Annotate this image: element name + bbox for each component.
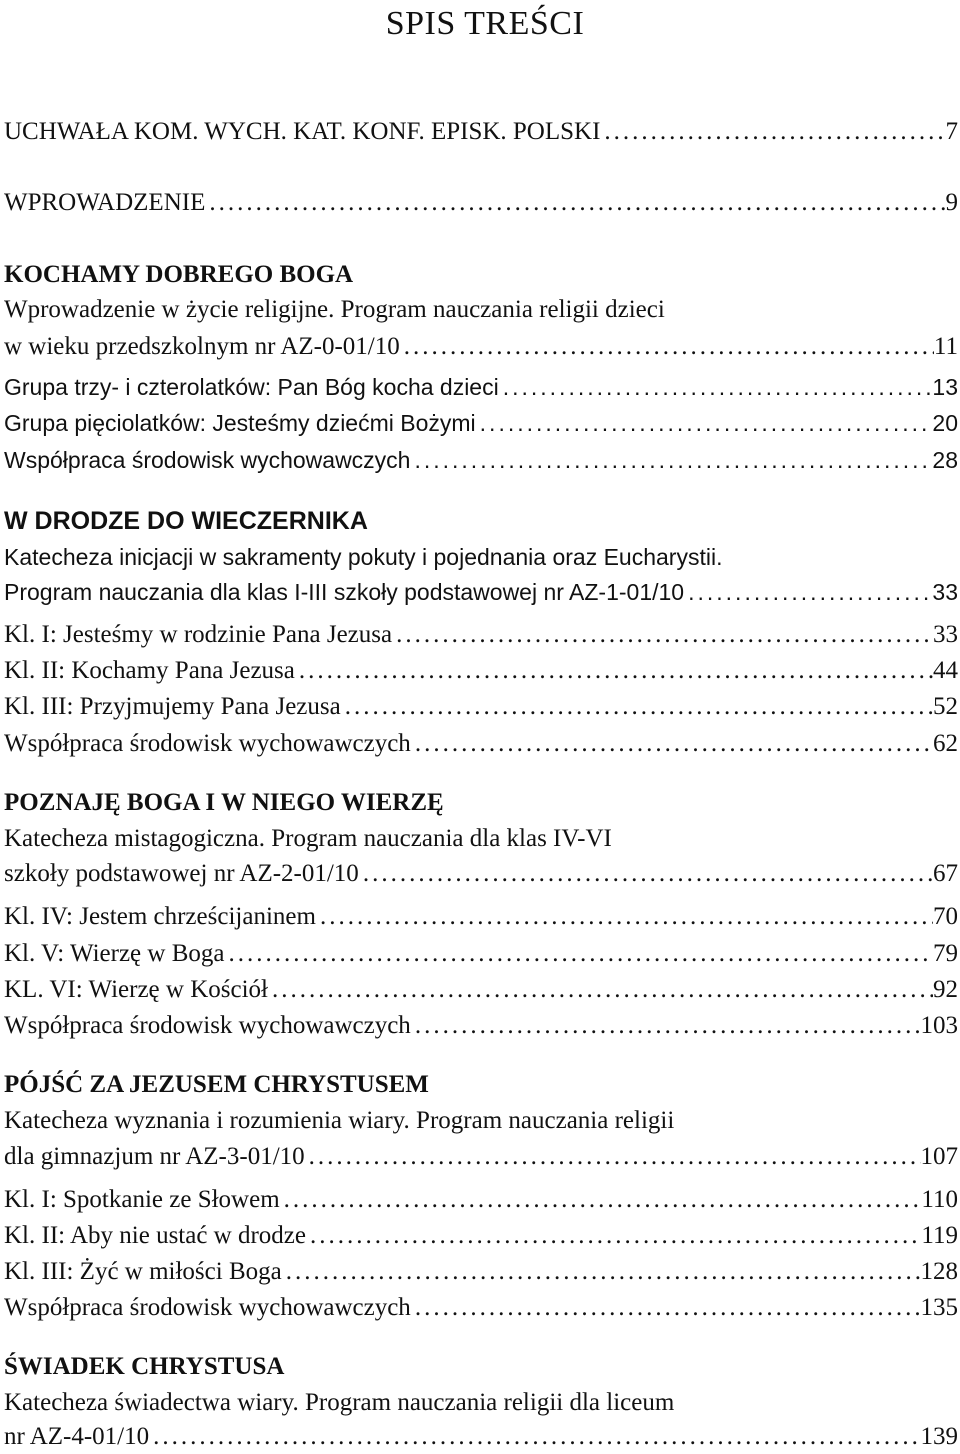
entry-title: UCHWAŁA KOM. WYCH. KAT. KONF. EPISK. POLSKI	[4, 118, 601, 145]
dot-leader	[224, 937, 933, 971]
page-number: 7	[945, 118, 958, 145]
toc-entry[interactable]	[4, 1183, 958, 1217]
dot-leader	[282, 1255, 921, 1289]
page-number: 52	[933, 693, 958, 720]
entry-title: KL. VI: Wierzę w Kościół	[4, 976, 268, 1003]
section-intro: Wprowadzenie w życie religijne. Program nauczania religii dzieci	[4, 296, 665, 323]
dot-leader	[268, 973, 933, 1007]
dot-leader	[411, 727, 933, 761]
entry-title: Kl. IV: Jestem chrześcijaninem	[4, 903, 316, 930]
entry-title: Kl. I: Jesteśmy w rodzinie Pana Jezusa	[4, 621, 393, 648]
section-heading: POZNAJĘ BOGA I W NIEGO WIERZĘ	[4, 789, 444, 816]
dot-leader	[359, 857, 933, 891]
page-number: 9	[945, 189, 958, 216]
toc-entry[interactable]	[4, 690, 958, 724]
page-number: 128	[920, 1258, 958, 1285]
toc-entry[interactable]	[4, 654, 958, 688]
section-heading: W DRODZE DO WIECZERNIKA	[4, 507, 368, 535]
entry-title: Grupa pięciolatków: Jesteśmy dziećmi Bożymi	[4, 410, 476, 436]
toc-entry[interactable]	[4, 900, 958, 934]
page-number: 107	[920, 1143, 958, 1170]
dot-leader	[411, 1009, 921, 1043]
section-intro: Katecheza inicjacji w sakramenty pokuty i pojednania oraz Eucharystii.	[4, 544, 723, 570]
program-entry[interactable]	[4, 1140, 958, 1174]
entry-title: Współpraca środowisk wychowawczych	[4, 1294, 411, 1321]
dot-leader	[684, 575, 932, 609]
section-intro: Katecheza świadectwa wiary. Program nauczania religii dla liceum	[4, 1389, 675, 1416]
section-intro: Katecheza mistagogiczna. Program nauczania dla klas IV-VI	[4, 825, 612, 852]
toc-entry[interactable]	[4, 618, 958, 652]
entry-title: Grupa trzy- i czterolatków: Pan Bóg kocha dzieci	[4, 374, 499, 400]
program-entry[interactable]	[4, 857, 958, 891]
page-number: 119	[921, 1222, 958, 1249]
entry-title: dla gimnazjum nr AZ-3-01/10	[4, 1143, 305, 1170]
entry-title: nr AZ-4-01/10	[4, 1423, 150, 1450]
entry-title: Program nauczania dla klas I-III szkoły podstawowej nr AZ-1-01/10	[4, 579, 685, 605]
page-number: 79	[933, 940, 958, 967]
page-number: 67	[933, 860, 958, 887]
page-number: 13	[932, 374, 958, 400]
entry-title: Kl. III: Przyjmujemy Pana Jezusa	[4, 693, 341, 720]
entry-title: Kl. V: Wierzę w Boga	[4, 940, 225, 967]
toc-entry[interactable]	[4, 1009, 958, 1043]
page-number: 135	[920, 1294, 958, 1321]
dot-leader	[205, 186, 945, 220]
toc-entry[interactable]	[4, 370, 958, 404]
page-number: 62	[933, 730, 958, 757]
page-number: 28	[932, 447, 958, 473]
page-number: 103	[920, 1012, 958, 1039]
page-title: SPIS TREŚCI	[385, 5, 585, 42]
toc-entry[interactable]	[4, 1219, 958, 1253]
section-heading: KOCHAMY DOBREGO BOGA	[4, 261, 354, 288]
dot-leader	[476, 406, 933, 440]
dot-leader	[295, 654, 933, 688]
toc-entry[interactable]	[4, 973, 958, 1007]
dot-leader	[392, 618, 933, 652]
entry-title: Kl. II: Aby nie ustać w drodze	[4, 1222, 307, 1249]
toc-entry[interactable]	[4, 115, 958, 149]
dot-leader	[499, 370, 933, 404]
entry-title: Kl. II: Kochamy Pana Jezusa	[4, 657, 295, 684]
page-number: 11	[933, 333, 958, 360]
entry-title: szkoły podstawowej nr AZ-2-01/10	[4, 860, 359, 887]
program-entry[interactable]	[4, 575, 958, 609]
entry-title: Współpraca środowisk wychowawczych	[4, 1012, 411, 1039]
dot-leader	[400, 330, 934, 364]
entry-title: Kl. I: Spotkanie ze Słowem	[4, 1186, 280, 1213]
page-number: 70	[933, 903, 958, 930]
toc-entry[interactable]	[4, 727, 958, 761]
entry-title: Współpraca środowisk wychowawczych	[4, 730, 411, 757]
program-entry[interactable]	[4, 330, 958, 364]
entry-title: WPROWADZENIE	[4, 189, 206, 216]
toc-entry[interactable]	[4, 443, 958, 477]
toc-entry[interactable]	[4, 1291, 958, 1325]
dot-leader	[280, 1183, 922, 1217]
page-number: 110	[921, 1186, 958, 1213]
toc-entry[interactable]	[4, 937, 958, 971]
page-number: 44	[933, 657, 958, 684]
dot-leader	[305, 1140, 921, 1174]
dot-leader	[149, 1420, 920, 1454]
entry-title: w wieku przedszkolnym nr AZ-0-01/10	[4, 333, 400, 360]
page-number: 33	[933, 621, 958, 648]
program-entry[interactable]	[4, 1420, 958, 1454]
page-number: 139	[920, 1423, 958, 1450]
section-intro: Katecheza wyznania i rozumienia wiary. Program nauczania religii	[4, 1107, 675, 1134]
toc-entry[interactable]	[4, 1255, 958, 1289]
dot-leader	[411, 1291, 921, 1325]
page-number: 92	[933, 976, 958, 1003]
dot-leader	[410, 443, 932, 477]
page-number: 20	[932, 410, 958, 436]
dot-leader	[306, 1219, 921, 1253]
dot-leader	[316, 900, 933, 934]
section-heading: PÓJŚĆ ZA JEZUSEM CHRYSTUSEM	[4, 1071, 429, 1098]
section-heading: ŚWIADEK CHRYSTUSA	[4, 1353, 285, 1380]
page-number: 33	[932, 579, 958, 605]
entry-title: Kl. III: Żyć w miłości Boga	[4, 1258, 282, 1285]
toc-entry[interactable]	[4, 406, 958, 440]
dot-leader	[600, 115, 945, 149]
toc-entry[interactable]	[4, 186, 958, 220]
dot-leader	[341, 690, 933, 724]
entry-title: Współpraca środowisk wychowawczych	[4, 447, 411, 473]
